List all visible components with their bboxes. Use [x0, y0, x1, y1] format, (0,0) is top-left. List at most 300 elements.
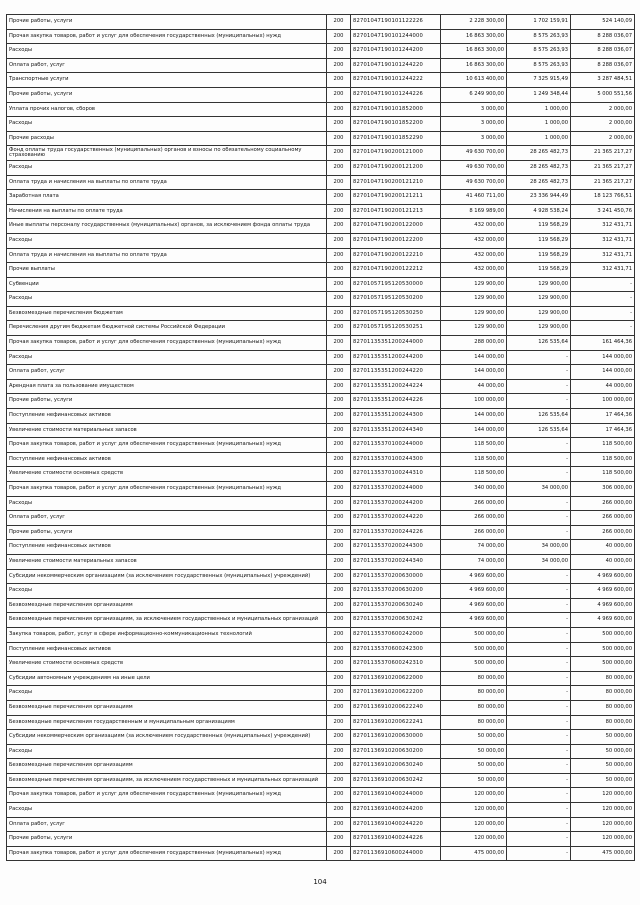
- approved-amount-cell: 49 630 700,00: [441, 160, 507, 175]
- table-row: [7, 452, 635, 467]
- line-code-cell: 200: [327, 686, 351, 701]
- table-row: [7, 336, 635, 351]
- approved-amount-cell: 266 000,00: [441, 511, 507, 526]
- line-code-cell: 200: [327, 394, 351, 409]
- executed-amount-cell: -: [507, 686, 571, 701]
- unexecuted-amount-cell: -: [571, 321, 635, 336]
- unexecuted-amount-cell: 118 500,00: [571, 467, 635, 482]
- line-code-cell: 200: [327, 190, 351, 205]
- table-row: [7, 73, 635, 88]
- line-code-cell: 200: [327, 321, 351, 336]
- unexecuted-amount-cell: 2 000,00: [571, 131, 635, 146]
- row-name-cell: Расходы: [7, 292, 327, 307]
- approved-amount-cell: 118 500,00: [441, 452, 507, 467]
- budget-classification-code-cell: 82701135370200244226: [351, 525, 441, 540]
- budget-classification-code-cell: 82701135370200244340: [351, 554, 441, 569]
- table-row: [7, 817, 635, 832]
- row-name-cell: Увеличение стоимости основных средств: [7, 657, 327, 672]
- approved-amount-cell: 500 000,00: [441, 657, 507, 672]
- row-name-cell: Прочая закупка товаров, работ и услуг для обеспечения государственных (муниципальных) нужд: [7, 482, 327, 497]
- table-row: [7, 175, 635, 190]
- unexecuted-amount-cell: 118 500,00: [571, 452, 635, 467]
- budget-classification-code-cell: 82701047190101852200: [351, 117, 441, 132]
- executed-amount-cell: 8 575 263,93: [507, 44, 571, 59]
- row-name-cell: Расходы: [7, 44, 327, 59]
- table-row: [7, 686, 635, 701]
- table-row: [7, 496, 635, 511]
- line-code-cell: 200: [327, 73, 351, 88]
- table-row: [7, 263, 635, 278]
- row-name-cell: Прочая закупка товаров, работ и услуг для обеспечения государственных (муниципальных) нужд: [7, 29, 327, 44]
- row-name-cell: Увеличение стоимости основных средств: [7, 467, 327, 482]
- unexecuted-amount-cell: 3 241 450,76: [571, 204, 635, 219]
- table-row: [7, 423, 635, 438]
- table-row: [7, 525, 635, 540]
- budget-classification-code-cell: 82701135370200244300: [351, 540, 441, 555]
- line-code-cell: 200: [327, 263, 351, 278]
- approved-amount-cell: 500 000,00: [441, 627, 507, 642]
- executed-amount-cell: 126 535,64: [507, 423, 571, 438]
- table-row: [7, 233, 635, 248]
- executed-amount-cell: -: [507, 642, 571, 657]
- line-code-cell: 200: [327, 554, 351, 569]
- page-number: 104: [313, 878, 327, 886]
- budget-classification-code-cell: 82701135370100244000: [351, 438, 441, 453]
- executed-amount-cell: -: [507, 452, 571, 467]
- table-row: [7, 467, 635, 482]
- unexecuted-amount-cell: 80 000,00: [571, 715, 635, 730]
- line-code-cell: 200: [327, 219, 351, 234]
- line-code-cell: 200: [327, 584, 351, 599]
- row-name-cell: Оплата работ, услуг: [7, 365, 327, 380]
- executed-amount-cell: -: [507, 744, 571, 759]
- line-code-cell: 200: [327, 277, 351, 292]
- line-code-cell: 200: [327, 846, 351, 861]
- row-name-cell: Субсидии автономным учреждениям на иные цели: [7, 671, 327, 686]
- unexecuted-amount-cell: 500 000,00: [571, 642, 635, 657]
- approved-amount-cell: 4 969 600,00: [441, 584, 507, 599]
- budget-classification-code-cell: 82701136910400244000: [351, 788, 441, 803]
- unexecuted-amount-cell: 2 000,00: [571, 117, 635, 132]
- unexecuted-amount-cell: 8 288 036,07: [571, 58, 635, 73]
- unexecuted-amount-cell: 44 000,00: [571, 379, 635, 394]
- line-code-cell: 200: [327, 511, 351, 526]
- line-code-cell: 200: [327, 365, 351, 380]
- row-name-cell: Оплата работ, услуг: [7, 511, 327, 526]
- row-name-cell: Безвозмездные перечисления организациям, за исключением государственных и муниципальных организаций: [7, 773, 327, 788]
- budget-classification-code-cell: 82701135351200244224: [351, 379, 441, 394]
- budget-classification-code-cell: 82701047190101122226: [351, 15, 441, 30]
- table-row: [7, 190, 635, 205]
- budget-classification-code-cell: 82701047190101244000: [351, 29, 441, 44]
- table-row: [7, 219, 635, 234]
- budget-classification-code-cell: 82701135351200244226: [351, 394, 441, 409]
- executed-amount-cell: 1 000,00: [507, 102, 571, 117]
- line-code-cell: 200: [327, 438, 351, 453]
- budget-classification-code-cell: 82701136910200622240: [351, 700, 441, 715]
- line-code-cell: 200: [327, 204, 351, 219]
- approved-amount-cell: 16 863 300,00: [441, 44, 507, 59]
- unexecuted-amount-cell: 8 288 036,07: [571, 29, 635, 44]
- line-code-cell: 200: [327, 336, 351, 351]
- executed-amount-cell: -: [507, 832, 571, 847]
- executed-amount-cell: -: [507, 584, 571, 599]
- approved-amount-cell: 144 000,00: [441, 365, 507, 380]
- budget-classification-code-cell: 82701047190101244226: [351, 87, 441, 102]
- row-name-cell: Расходы: [7, 117, 327, 132]
- row-name-cell: Безвозмездные перечисления государственным и муниципальным организациям: [7, 715, 327, 730]
- budget-classification-code-cell: 82701135370200244200: [351, 496, 441, 511]
- unexecuted-amount-cell: 17 464,36: [571, 409, 635, 424]
- row-name-cell: Прочие работы, услуги: [7, 394, 327, 409]
- budget-classification-code-cell: 82701135370600242310: [351, 657, 441, 672]
- line-code-cell: 200: [327, 248, 351, 263]
- approved-amount-cell: 10 613 400,00: [441, 73, 507, 88]
- line-code-cell: 200: [327, 832, 351, 847]
- table-row: [7, 350, 635, 365]
- row-name-cell: Прочая закупка товаров, работ и услуг для обеспечения государственных (муниципальных) нужд: [7, 438, 327, 453]
- unexecuted-amount-cell: 4 969 600,00: [571, 584, 635, 599]
- row-name-cell: Расходы: [7, 496, 327, 511]
- table-row: [7, 598, 635, 613]
- row-name-cell: Прочие расходы: [7, 131, 327, 146]
- executed-amount-cell: 7 325 915,49: [507, 73, 571, 88]
- budget-classification-code-cell: 82701047190200122000: [351, 219, 441, 234]
- budget-classification-code-cell: 82701135370200244000: [351, 482, 441, 497]
- line-code-cell: 200: [327, 29, 351, 44]
- approved-amount-cell: 3 000,00: [441, 117, 507, 132]
- budget-classification-code-cell: 82701136910600244000: [351, 846, 441, 861]
- unexecuted-amount-cell: 8 288 036,07: [571, 44, 635, 59]
- table-row: [7, 584, 635, 599]
- table-row: [7, 44, 635, 59]
- row-name-cell: Прочая закупка товаров, работ и услуг для обеспечения государственных (муниципальных) нужд: [7, 336, 327, 351]
- approved-amount-cell: 120 000,00: [441, 832, 507, 847]
- approved-amount-cell: 129 900,00: [441, 321, 507, 336]
- line-code-cell: 200: [327, 642, 351, 657]
- executed-amount-cell: -: [507, 773, 571, 788]
- approved-amount-cell: 340 000,00: [441, 482, 507, 497]
- budget-classification-code-cell: 82701047190200121200: [351, 160, 441, 175]
- executed-amount-cell: 126 535,64: [507, 409, 571, 424]
- table-row: [7, 29, 635, 44]
- table-row: [7, 292, 635, 307]
- budget-classification-code-cell: 82701136910200622200: [351, 686, 441, 701]
- executed-amount-cell: 1 000,00: [507, 117, 571, 132]
- row-name-cell: Прочие работы, услуги: [7, 832, 327, 847]
- line-code-cell: 200: [327, 306, 351, 321]
- table-row: [7, 554, 635, 569]
- line-code-cell: 200: [327, 292, 351, 307]
- budget-classification-code-cell: 82701136910200630000: [351, 730, 441, 745]
- line-code-cell: 200: [327, 613, 351, 628]
- approved-amount-cell: 50 000,00: [441, 730, 507, 745]
- approved-amount-cell: 16 863 300,00: [441, 58, 507, 73]
- unexecuted-amount-cell: 266 000,00: [571, 511, 635, 526]
- row-name-cell: Прочие работы, услуги: [7, 525, 327, 540]
- approved-amount-cell: 129 900,00: [441, 292, 507, 307]
- budget-classification-code-cell: 82701135370200630000: [351, 569, 441, 584]
- approved-amount-cell: 266 000,00: [441, 525, 507, 540]
- budget-classification-code-cell: 82701057195120530250: [351, 306, 441, 321]
- approved-amount-cell: 432 000,00: [441, 219, 507, 234]
- executed-amount-cell: 129 900,00: [507, 277, 571, 292]
- budget-classification-code-cell: 82701135370200244220: [351, 511, 441, 526]
- budget-classification-code-cell: 82701136910400244226: [351, 832, 441, 847]
- executed-amount-cell: 8 575 263,93: [507, 58, 571, 73]
- unexecuted-amount-cell: 144 000,00: [571, 350, 635, 365]
- executed-amount-cell: -: [507, 598, 571, 613]
- line-code-cell: 200: [327, 803, 351, 818]
- row-name-cell: Расходы: [7, 744, 327, 759]
- approved-amount-cell: 144 000,00: [441, 350, 507, 365]
- executed-amount-cell: 129 900,00: [507, 306, 571, 321]
- approved-amount-cell: 118 500,00: [441, 467, 507, 482]
- table-row: [7, 715, 635, 730]
- executed-amount-cell: -: [507, 613, 571, 628]
- row-name-cell: Увеличение стоимости материальных запасов: [7, 554, 327, 569]
- approved-amount-cell: 80 000,00: [441, 686, 507, 701]
- line-code-cell: 200: [327, 452, 351, 467]
- executed-amount-cell: 4 928 538,24: [507, 204, 571, 219]
- table-row: [7, 394, 635, 409]
- approved-amount-cell: 475 000,00: [441, 846, 507, 861]
- executed-amount-cell: -: [507, 467, 571, 482]
- row-name-cell: Начисления на выплаты по оплате труда: [7, 204, 327, 219]
- row-name-cell: Прочая закупка товаров, работ и услуг для обеспечения государственных (муниципальных) нужд: [7, 846, 327, 861]
- executed-amount-cell: -: [507, 657, 571, 672]
- budget-classification-code-cell: 82701057195120530251: [351, 321, 441, 336]
- table-row: [7, 131, 635, 146]
- row-name-cell: Расходы: [7, 803, 327, 818]
- approved-amount-cell: 16 863 300,00: [441, 29, 507, 44]
- row-name-cell: Поступление нефинансовых активов: [7, 642, 327, 657]
- unexecuted-amount-cell: 144 000,00: [571, 365, 635, 380]
- executed-amount-cell: -: [507, 817, 571, 832]
- approved-amount-cell: 8 169 989,00: [441, 204, 507, 219]
- row-name-cell: Безвозмездные перечисления бюджетам: [7, 306, 327, 321]
- approved-amount-cell: 144 000,00: [441, 409, 507, 424]
- table-body: [7, 15, 635, 861]
- executed-amount-cell: -: [507, 759, 571, 774]
- table-row: [7, 627, 635, 642]
- executed-amount-cell: 28 265 482,73: [507, 146, 571, 161]
- unexecuted-amount-cell: 40 000,00: [571, 554, 635, 569]
- row-name-cell: Расходы: [7, 160, 327, 175]
- budget-classification-code-cell: 82701136910400244200: [351, 803, 441, 818]
- unexecuted-amount-cell: 120 000,00: [571, 788, 635, 803]
- unexecuted-amount-cell: 21 365 217,27: [571, 160, 635, 175]
- executed-amount-cell: -: [507, 788, 571, 803]
- row-name-cell: Прочие работы, услуги: [7, 15, 327, 30]
- executed-amount-cell: -: [507, 525, 571, 540]
- unexecuted-amount-cell: 100 000,00: [571, 394, 635, 409]
- budget-classification-code-cell: 82701047190101244200: [351, 44, 441, 59]
- line-code-cell: 200: [327, 759, 351, 774]
- budget-classification-code-cell: 82701047190200121213: [351, 204, 441, 219]
- executed-amount-cell: -: [507, 379, 571, 394]
- executed-amount-cell: -: [507, 700, 571, 715]
- unexecuted-amount-cell: 21 365 217,27: [571, 175, 635, 190]
- line-code-cell: 200: [327, 525, 351, 540]
- approved-amount-cell: 80 000,00: [441, 671, 507, 686]
- approved-amount-cell: 50 000,00: [441, 759, 507, 774]
- line-code-cell: 200: [327, 657, 351, 672]
- line-code-cell: 200: [327, 715, 351, 730]
- executed-amount-cell: -: [507, 511, 571, 526]
- approved-amount-cell: 288 000,00: [441, 336, 507, 351]
- row-name-cell: Безвозмездные перечисления организациям: [7, 759, 327, 774]
- executed-amount-cell: -: [507, 671, 571, 686]
- unexecuted-amount-cell: 3 287 484,51: [571, 73, 635, 88]
- unexecuted-amount-cell: 312 431,71: [571, 248, 635, 263]
- unexecuted-amount-cell: 4 969 600,00: [571, 598, 635, 613]
- budget-classification-code-cell: 82701135351200244220: [351, 365, 441, 380]
- unexecuted-amount-cell: 312 431,71: [571, 219, 635, 234]
- approved-amount-cell: 120 000,00: [441, 803, 507, 818]
- budget-classification-code-cell: 82701047190101852000: [351, 102, 441, 117]
- line-code-cell: 200: [327, 233, 351, 248]
- row-name-cell: Расходы: [7, 350, 327, 365]
- unexecuted-amount-cell: 5 000 551,56: [571, 87, 635, 102]
- budget-classification-code-cell: 82701135370600242000: [351, 627, 441, 642]
- row-name-cell: Поступление нефинансовых активов: [7, 540, 327, 555]
- unexecuted-amount-cell: 120 000,00: [571, 832, 635, 847]
- budget-classification-code-cell: 82701136910200630200: [351, 744, 441, 759]
- line-code-cell: 200: [327, 44, 351, 59]
- budget-classification-code-cell: 82701057195120530200: [351, 292, 441, 307]
- budget-classification-code-cell: 82701136910200622000: [351, 671, 441, 686]
- unexecuted-amount-cell: 80 000,00: [571, 671, 635, 686]
- row-name-cell: Перечисления другим бюджетам бюджетной системы Российской Федерации: [7, 321, 327, 336]
- approved-amount-cell: 120 000,00: [441, 788, 507, 803]
- budget-classification-code-cell: 82701047190200121000: [351, 146, 441, 161]
- budget-classification-code-cell: 82701057195120530000: [351, 277, 441, 292]
- line-code-cell: 200: [327, 131, 351, 146]
- table-row: [7, 379, 635, 394]
- unexecuted-amount-cell: 18 123 766,51: [571, 190, 635, 205]
- approved-amount-cell: 80 000,00: [441, 700, 507, 715]
- approved-amount-cell: 120 000,00: [441, 817, 507, 832]
- budget-classification-code-cell: 82701047190200121210: [351, 175, 441, 190]
- approved-amount-cell: 3 000,00: [441, 131, 507, 146]
- unexecuted-amount-cell: 312 431,71: [571, 233, 635, 248]
- table-row: [7, 671, 635, 686]
- approved-amount-cell: 2 228 300,00: [441, 15, 507, 30]
- approved-amount-cell: 6 249 900,00: [441, 87, 507, 102]
- budget-classification-code-cell: 82701135351200244000: [351, 336, 441, 351]
- budget-classification-code-cell: 82701047190101852290: [351, 131, 441, 146]
- unexecuted-amount-cell: 306 000,00: [571, 482, 635, 497]
- line-code-cell: 200: [327, 788, 351, 803]
- line-code-cell: 200: [327, 58, 351, 73]
- table-row: [7, 642, 635, 657]
- table-row: [7, 744, 635, 759]
- row-name-cell: Заработная плата: [7, 190, 327, 205]
- line-code-cell: 200: [327, 569, 351, 584]
- budget-classification-code-cell: 82701136910400244220: [351, 817, 441, 832]
- unexecuted-amount-cell: 21 365 217,27: [571, 146, 635, 161]
- approved-amount-cell: 74 000,00: [441, 540, 507, 555]
- table-row: [7, 700, 635, 715]
- executed-amount-cell: -: [507, 715, 571, 730]
- executed-amount-cell: 28 265 482,73: [507, 175, 571, 190]
- executed-amount-cell: 23 336 944,49: [507, 190, 571, 205]
- row-name-cell: Оплата работ, услуг: [7, 817, 327, 832]
- table-row: [7, 409, 635, 424]
- table-row: [7, 438, 635, 453]
- table-row: [7, 321, 635, 336]
- line-code-cell: 200: [327, 117, 351, 132]
- approved-amount-cell: 432 000,00: [441, 248, 507, 263]
- line-code-cell: 200: [327, 146, 351, 161]
- executed-amount-cell: 119 568,29: [507, 263, 571, 278]
- executed-amount-cell: 119 568,29: [507, 219, 571, 234]
- executed-amount-cell: 129 900,00: [507, 321, 571, 336]
- table-row: [7, 657, 635, 672]
- unexecuted-amount-cell: 4 969 600,00: [571, 569, 635, 584]
- approved-amount-cell: 49 630 700,00: [441, 175, 507, 190]
- executed-amount-cell: 119 568,29: [507, 233, 571, 248]
- table-row: [7, 846, 635, 861]
- executed-amount-cell: 34 000,00: [507, 540, 571, 555]
- unexecuted-amount-cell: -: [571, 292, 635, 307]
- unexecuted-amount-cell: 500 000,00: [571, 627, 635, 642]
- executed-amount-cell: 34 000,00: [507, 482, 571, 497]
- executed-amount-cell: 129 900,00: [507, 292, 571, 307]
- approved-amount-cell: 500 000,00: [441, 642, 507, 657]
- row-name-cell: Транспортные услуги: [7, 73, 327, 88]
- unexecuted-amount-cell: 2 000,00: [571, 102, 635, 117]
- budget-classification-code-cell: 82701047190200122200: [351, 233, 441, 248]
- row-name-cell: Иные выплаты персоналу государственных (муниципальных) органов, за исключением фонда оплаты труда: [7, 219, 327, 234]
- budget-classification-code-cell: 82701135370600242300: [351, 642, 441, 657]
- line-code-cell: 200: [327, 773, 351, 788]
- executed-amount-cell: 126 535,64: [507, 336, 571, 351]
- row-name-cell: Оплата труда и начисления на выплаты по оплате труда: [7, 248, 327, 263]
- table-row: [7, 832, 635, 847]
- unexecuted-amount-cell: 40 000,00: [571, 540, 635, 555]
- row-name-cell: Уплата прочих налогов, сборов: [7, 102, 327, 117]
- budget-classification-code-cell: 82701135351200244300: [351, 409, 441, 424]
- approved-amount-cell: 432 000,00: [441, 263, 507, 278]
- executed-amount-cell: 119 568,29: [507, 248, 571, 263]
- unexecuted-amount-cell: 524 140,09: [571, 15, 635, 30]
- table-row: [7, 803, 635, 818]
- row-name-cell: Безвозмездные перечисления организациям: [7, 598, 327, 613]
- executed-amount-cell: -: [507, 846, 571, 861]
- budget-classification-code-cell: 82701136910200630242: [351, 773, 441, 788]
- row-name-cell: Оплата труда и начисления на выплаты по оплате труда: [7, 175, 327, 190]
- table-row: [7, 540, 635, 555]
- approved-amount-cell: 50 000,00: [441, 773, 507, 788]
- line-code-cell: 200: [327, 160, 351, 175]
- budget-classification-code-cell: 82701047190101244220: [351, 58, 441, 73]
- line-code-cell: 200: [327, 496, 351, 511]
- table-row: [7, 160, 635, 175]
- table-row: [7, 306, 635, 321]
- table-row: [7, 788, 635, 803]
- unexecuted-amount-cell: 120 000,00: [571, 803, 635, 818]
- executed-amount-cell: -: [507, 569, 571, 584]
- row-name-cell: Субсидии некоммерческим организациям (за исключением государственных (муниципальных) учреждений): [7, 730, 327, 745]
- row-name-cell: Фонд оплаты труда государственных (муниципальных) органов и взносы по обязательному социальному страхованию: [7, 146, 327, 161]
- row-name-cell: Безвозмездные перечисления организациям, за исключением государственных и муниципальных организаций: [7, 613, 327, 628]
- executed-amount-cell: 1 249 348,44: [507, 87, 571, 102]
- table-row: [7, 365, 635, 380]
- row-name-cell: Субсидии некоммерческим организациям (за исключением государственных (муниципальных) учреждений): [7, 569, 327, 584]
- table-row: [7, 511, 635, 526]
